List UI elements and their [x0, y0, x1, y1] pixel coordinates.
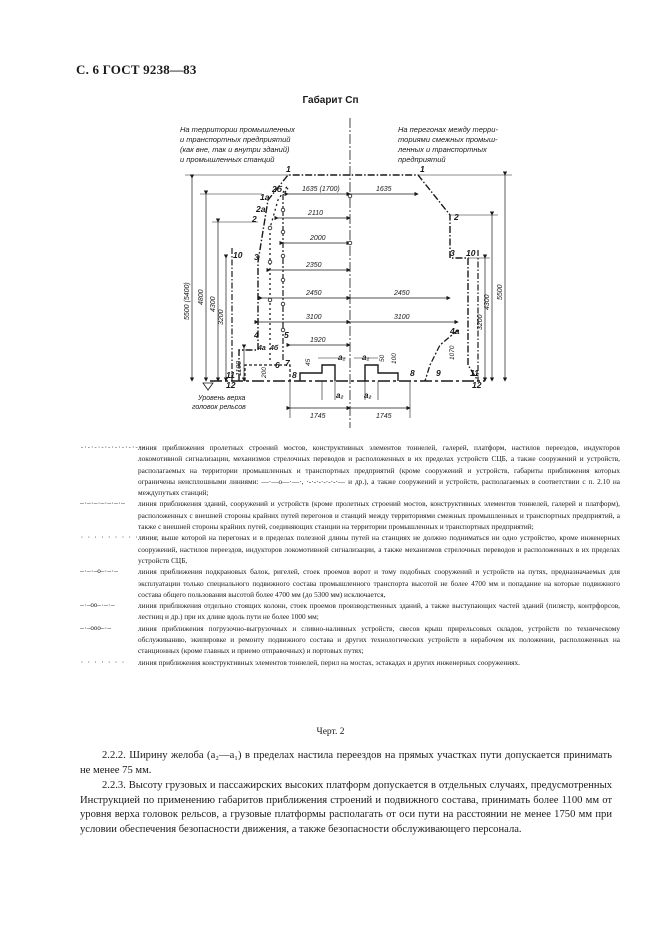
rail-level-label-1: Уровень верха — [198, 395, 246, 402]
legend-line-symbol: —·—·—о—·—·— — [80, 567, 118, 576]
dim-1635-right: 1635 — [376, 186, 392, 193]
legend-item — [80, 600, 620, 623]
rail-level-label-2: головок рельсов — [192, 404, 246, 411]
page-header: С. 6 ГОСТ 9238—83 — [76, 62, 197, 77]
label-a2-right: a₂ — [364, 391, 372, 400]
dim-5500-right: 5500 — [497, 284, 504, 300]
legend-description: линия приближения погрузочно-выгрузочных и сливно-наливных устройств, свесов крыш прирельсовых складов, устройств по техническому обслуживанию, экипировке и ремонту подвижного состава и других технологических устройств в нерабочем их положении, расположенных на станционных (кроме главных и приемо отправочных) и портовых путях; — [138, 623, 620, 656]
legend-item — [80, 623, 620, 657]
point-2-right: 2 — [454, 212, 459, 222]
legend-line-symbol: · · · · · · · — [80, 657, 125, 666]
dim-5500-5400: 5500 (5400) — [184, 282, 191, 320]
point-3-right: 3 — [450, 248, 455, 258]
point-7: 7 — [285, 358, 290, 368]
point-11-left: 11 — [226, 370, 235, 380]
point-8-left: 8 — [292, 370, 297, 380]
legend-item — [80, 532, 620, 566]
point-6: 6 — [275, 360, 280, 370]
legend-line-symbol: —·—оо—·—·— — [80, 601, 115, 610]
dim-3200-left: 3200 — [218, 309, 225, 325]
dim-2350: 2350 — [306, 262, 322, 269]
dim-1100: 1100 — [236, 360, 243, 376]
dim-1920: 1920 — [310, 337, 326, 344]
legend-description: линия приближения пролетных строений мостов, конструктивных элементов тоннелей, галерей, платформ, настилов переездов, индукторов локомотивной сигнализации, механизмов стрелочных переводов и расположенных в их пределах устройств СЦБ, а также сооружений и устройств, располагаемых на территории промышленных и транспортных предприятий (кроме сооружений и устройств, габариты приближения которых ограничены неисплошными линиями: —·—о—·—·, ·-·-·-·-·-·-·— и др.), а также сооружений и устройств, располагаемых в соответствии с п. 2.10 на междупутьях станций; — [138, 443, 620, 498]
legend-description: линия, выше которой на перегонах и в пределах полезной длины путей на станциях не должно подниматься ни одно устройство, кроме инженерных сооружений, настилов переездов, индукторов локомотивной сигнализации, а также механизмов стрелочных переводов и расположенных в их пределах устройств СЦБ, — [138, 533, 620, 565]
note-right-1: На перегонах между терри- — [398, 125, 498, 134]
note-right-3: ленных и транспортных — [398, 145, 487, 154]
dim-2000: 2000 — [310, 235, 326, 242]
note-left-4: и промышленных станций — [180, 155, 275, 164]
dim-4300-left: 4300 — [210, 296, 217, 312]
point-12-right: 12 — [472, 380, 482, 390]
dim-3200-right: 3200 — [477, 314, 484, 330]
note-right-2: ториями смежных промыш- — [398, 135, 498, 144]
paragraph-2-2-2: 2.2.2. Ширину желоба (a₂—a₁) в пределах настила переездов на прямых участках пути допускается принимать не менее 75 мм. — [80, 750, 612, 776]
point-1a: 1а — [260, 192, 270, 202]
point-10-left: 10 — [233, 250, 243, 260]
dim-2110: 2110 — [308, 210, 324, 217]
point-1-left: 1 — [286, 164, 291, 174]
point-10-right: 10 — [466, 248, 476, 258]
line-legend — [80, 442, 620, 668]
note-left-2: и транспортных предприятий — [180, 135, 291, 144]
dim-1745-left: 1745 — [310, 413, 326, 420]
legend-line-symbol: -·-·-·-·-·-·-·-·-·- — [80, 443, 145, 451]
legend-description: линия приближения отдельно стоящих колонн, стоек проемов производственных зданий, а также выступающих частей зданий (пилястр, контрфорсов, лестниц и др.) при их длине вдоль пути не более 1000 мм; — [138, 601, 620, 622]
point-4a-left: 4а — [258, 345, 266, 352]
point-4-left: 4 — [254, 330, 259, 340]
figure-title: Габарит Сп — [302, 95, 359, 106]
rail-level-marker-icon — [203, 383, 213, 390]
legend-description: линия приближения зданий, сооружений и устройств (кроме пролетных строений мостов, конструктивных элементов тоннелей, галерей и платформ), расположенных с внешней стороны крайних путей перегонов и станций между территориями смежных промышленных и транспортных предприятий, а также с внешней стороны крайних путей, соединяющих станции на территории промышленных и транспортных предприятий; — [138, 499, 620, 532]
legend-line-symbol: —·—ооо—·— — [80, 623, 111, 632]
note-right-4: предприятий — [398, 155, 446, 164]
legend-description: линия приближения конструктивных элементов тоннелей, перил на мостах, эстакадах и других инженерных сооружениях. — [138, 657, 520, 667]
legend-item — [80, 657, 620, 668]
dim-1745-right: 1745 — [376, 413, 392, 420]
label-a2-left: a₂ — [336, 391, 344, 400]
dim-50: 50 — [379, 354, 386, 362]
point-11-right: 11 — [470, 368, 479, 378]
point-3-left: 3 — [254, 252, 259, 262]
point-1-right: 1 — [420, 164, 425, 174]
point-9: 9 — [436, 368, 441, 378]
dim-2450-right: 2450 — [394, 290, 410, 297]
legend-description: линия приближения подкрановых балок, ригелей, стоек проемов ворот и тому подобных сооружений и устройств на путях, предназначаемых для эксплуатации только специального подвижного состава промышленного транспорта высотой не более 4700 мм и попадание на которые подвижного состава общего пользования высотой более 4700 мм (до 5300 мм) исключается, — [138, 567, 620, 599]
point-8-right: 8 — [410, 368, 415, 378]
dim-4300-right: 4300 — [484, 294, 491, 310]
paragraph-2-2-3: 2.2.3. Высоту грузовых и пассажирских высоких платформ допускается в отдельных случаях, предусмотренных Инструкцией по применению габаритов приближения строений и подвижного состава, принимать более 1100 мм от уровня верха головок рельсов, а грузовые платформы располагать от оси пути на расстоянии не менее 1750 мм при условии обеспечения безопасности движения, а также безопасности обслуживающего персонала. — [80, 780, 612, 835]
point-2a: 2а — [256, 204, 266, 214]
dim-45: 45 — [305, 358, 312, 366]
dim-4800: 4800 — [198, 289, 205, 305]
legend-item — [80, 566, 620, 600]
label-a1-right: a₁ — [362, 353, 370, 362]
legend-line-symbol: · · · · · · · · · · · · — [80, 533, 159, 542]
note-left-3: (как вне, так и внутри зданий) — [180, 145, 290, 154]
point-5: 5 — [284, 330, 289, 340]
dim-3100-left: 3100 — [306, 314, 322, 321]
dim-1635-left: 1635 (1700) — [302, 186, 340, 193]
dim-100: 100 — [391, 353, 398, 364]
dim-200: 200 — [261, 367, 268, 378]
flangeway-left — [300, 365, 335, 381]
flangeway-right — [365, 365, 398, 381]
figure-caption: Черт. 2 — [316, 727, 345, 737]
point-4a-right: 4а — [450, 326, 460, 336]
dim-2450-left: 2450 — [306, 290, 322, 297]
dim-1070: 1070 — [449, 345, 456, 360]
point-2-left: 2 — [252, 214, 257, 224]
legend-item — [80, 498, 620, 532]
legend-line-symbol: —·—·—·—·—·—·— — [80, 499, 125, 508]
point-12-left: 12 — [226, 380, 236, 390]
note-left-1: На территории промышленных — [180, 125, 295, 134]
clearance-diagram — [0, 0, 661, 440]
point-4b: 4б — [270, 345, 279, 352]
label-a1-left: a₁ — [338, 353, 346, 362]
dim-3100-right: 3100 — [394, 314, 410, 321]
point-2b: 2б — [272, 184, 282, 194]
legend-item — [80, 442, 620, 498]
